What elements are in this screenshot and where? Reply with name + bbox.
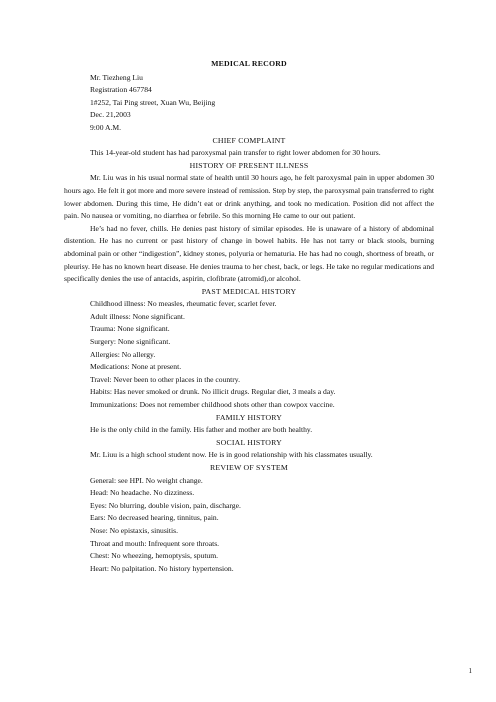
document-title: MEDICAL RECORD [211, 59, 287, 68]
registration-number: Registration 467784 [90, 85, 152, 95]
pmh-heading: PAST MEDICAL HISTORY [201, 286, 297, 296]
pmh-adult-illness: Adult illness: None significant. [90, 311, 185, 321]
pmh-surgery: Surgery: None significant. [90, 337, 171, 347]
chief-complaint-heading: CHIEF COMPLAINT [212, 135, 286, 145]
pmh-travel: Travel: Never been to other places in the country. [90, 374, 240, 384]
pmh-medications: Medications: None at present. [90, 362, 182, 372]
pmh-immunizations: Immunizations: Does not remember childhood shots other than cowpox vaccine. [90, 400, 335, 410]
patient-header [64, 72, 434, 135]
pmh-trauma: Trauma: None significant. [90, 324, 170, 334]
ros-general: General: see HPI. No weight change. [90, 475, 203, 485]
document-page [64, 58, 434, 575]
ros-eyes: Eyes: No blurring, double vision, pain, discharge. [90, 500, 241, 510]
pmh-allergies: Allergies: No allergy. [90, 349, 156, 359]
ros-nose: Nose: No epistaxis, sinusitis. [90, 525, 178, 535]
record-time: 9:00 A.M. [90, 122, 122, 132]
hpi-paragraph-2: He’s had no fever, chills. He denies past history of similar episodes. He is unaware of a history of abdominal distention. He has no current or past history of change in bowel habits. He has not tarry or black stools, burning abdominal pain or other “indigestion”, kidney stones, polyuria or hematuria. He has had no cough, shortness of breath, or pleurisy. He has no known heart disease. He denies trauma to her chest, back, or legs. He take no regular medications and specifically denies the use of antacids, aspirin, clofibrate (atromid),or alcohol. [64, 223, 434, 284]
ros-chest: Chest: No wheezing, hemoptysis, sputum. [90, 551, 219, 561]
patient-address: 1#252, Tai Ping street, Xuan Wu, Beijing [90, 97, 216, 107]
ros-head: Head: No headache. No dizziness. [90, 488, 195, 498]
family-history-text: He is the only child in the family. His father and mother are both healthy. [90, 425, 313, 435]
ros-throat-mouth: Throat and mouth: Infrequent sore throats. [90, 538, 220, 548]
review-of-system-heading: REVIEW OF SYSTEM [210, 463, 288, 472]
social-history-heading: SOCIAL HISTORY [216, 437, 282, 447]
page-number: 1 [468, 667, 472, 675]
family-history-heading: FAMILY HISTORY [215, 412, 283, 422]
record-date: Dec. 21,2003 [90, 110, 131, 120]
pmh-habits: Habits: Has never smoked or drunk. No illicit drugs. Regular diet, 3 meals a day. [90, 387, 336, 397]
pmh-childhood-illness: Childhood illness: No measles, rheumatic fever, scarlet fever. [90, 299, 277, 309]
patient-name: Mr. Tiezheng Liu [90, 72, 143, 82]
hpi-paragraph-1: Mr. Liu was in his usual normal state of health until 30 hours ago, he felt paroxysmal pain in upper abdomen 30 hours ago. He felt it got more and more severe instead of remission. Step by step, the paroxysmal pain transferred to right lower abdomen. During this time, He didn’t eat or drink anything, and took no medication. Position did not affect the pain. No nausea or vomiting, no diarrhea or febrile. So this morning He came to our out patient. [64, 173, 434, 221]
hpi-heading: HISTORY OF PRESENT ILLNESS [189, 160, 309, 170]
ros-heart: Heart: No palpitation. No history hypertension. [90, 563, 234, 573]
chief-complaint-text: This 14-year-old student has had paroxysmal pain transfer to right lower abdomen for 30 hours. [90, 148, 381, 158]
social-history-text: Mr. Liuu is a high school student now. He is in good relationship with his classmates usually. [90, 450, 373, 460]
ros-ears: Ears: No decreased hearing, tinnitus, pain. [90, 513, 219, 523]
